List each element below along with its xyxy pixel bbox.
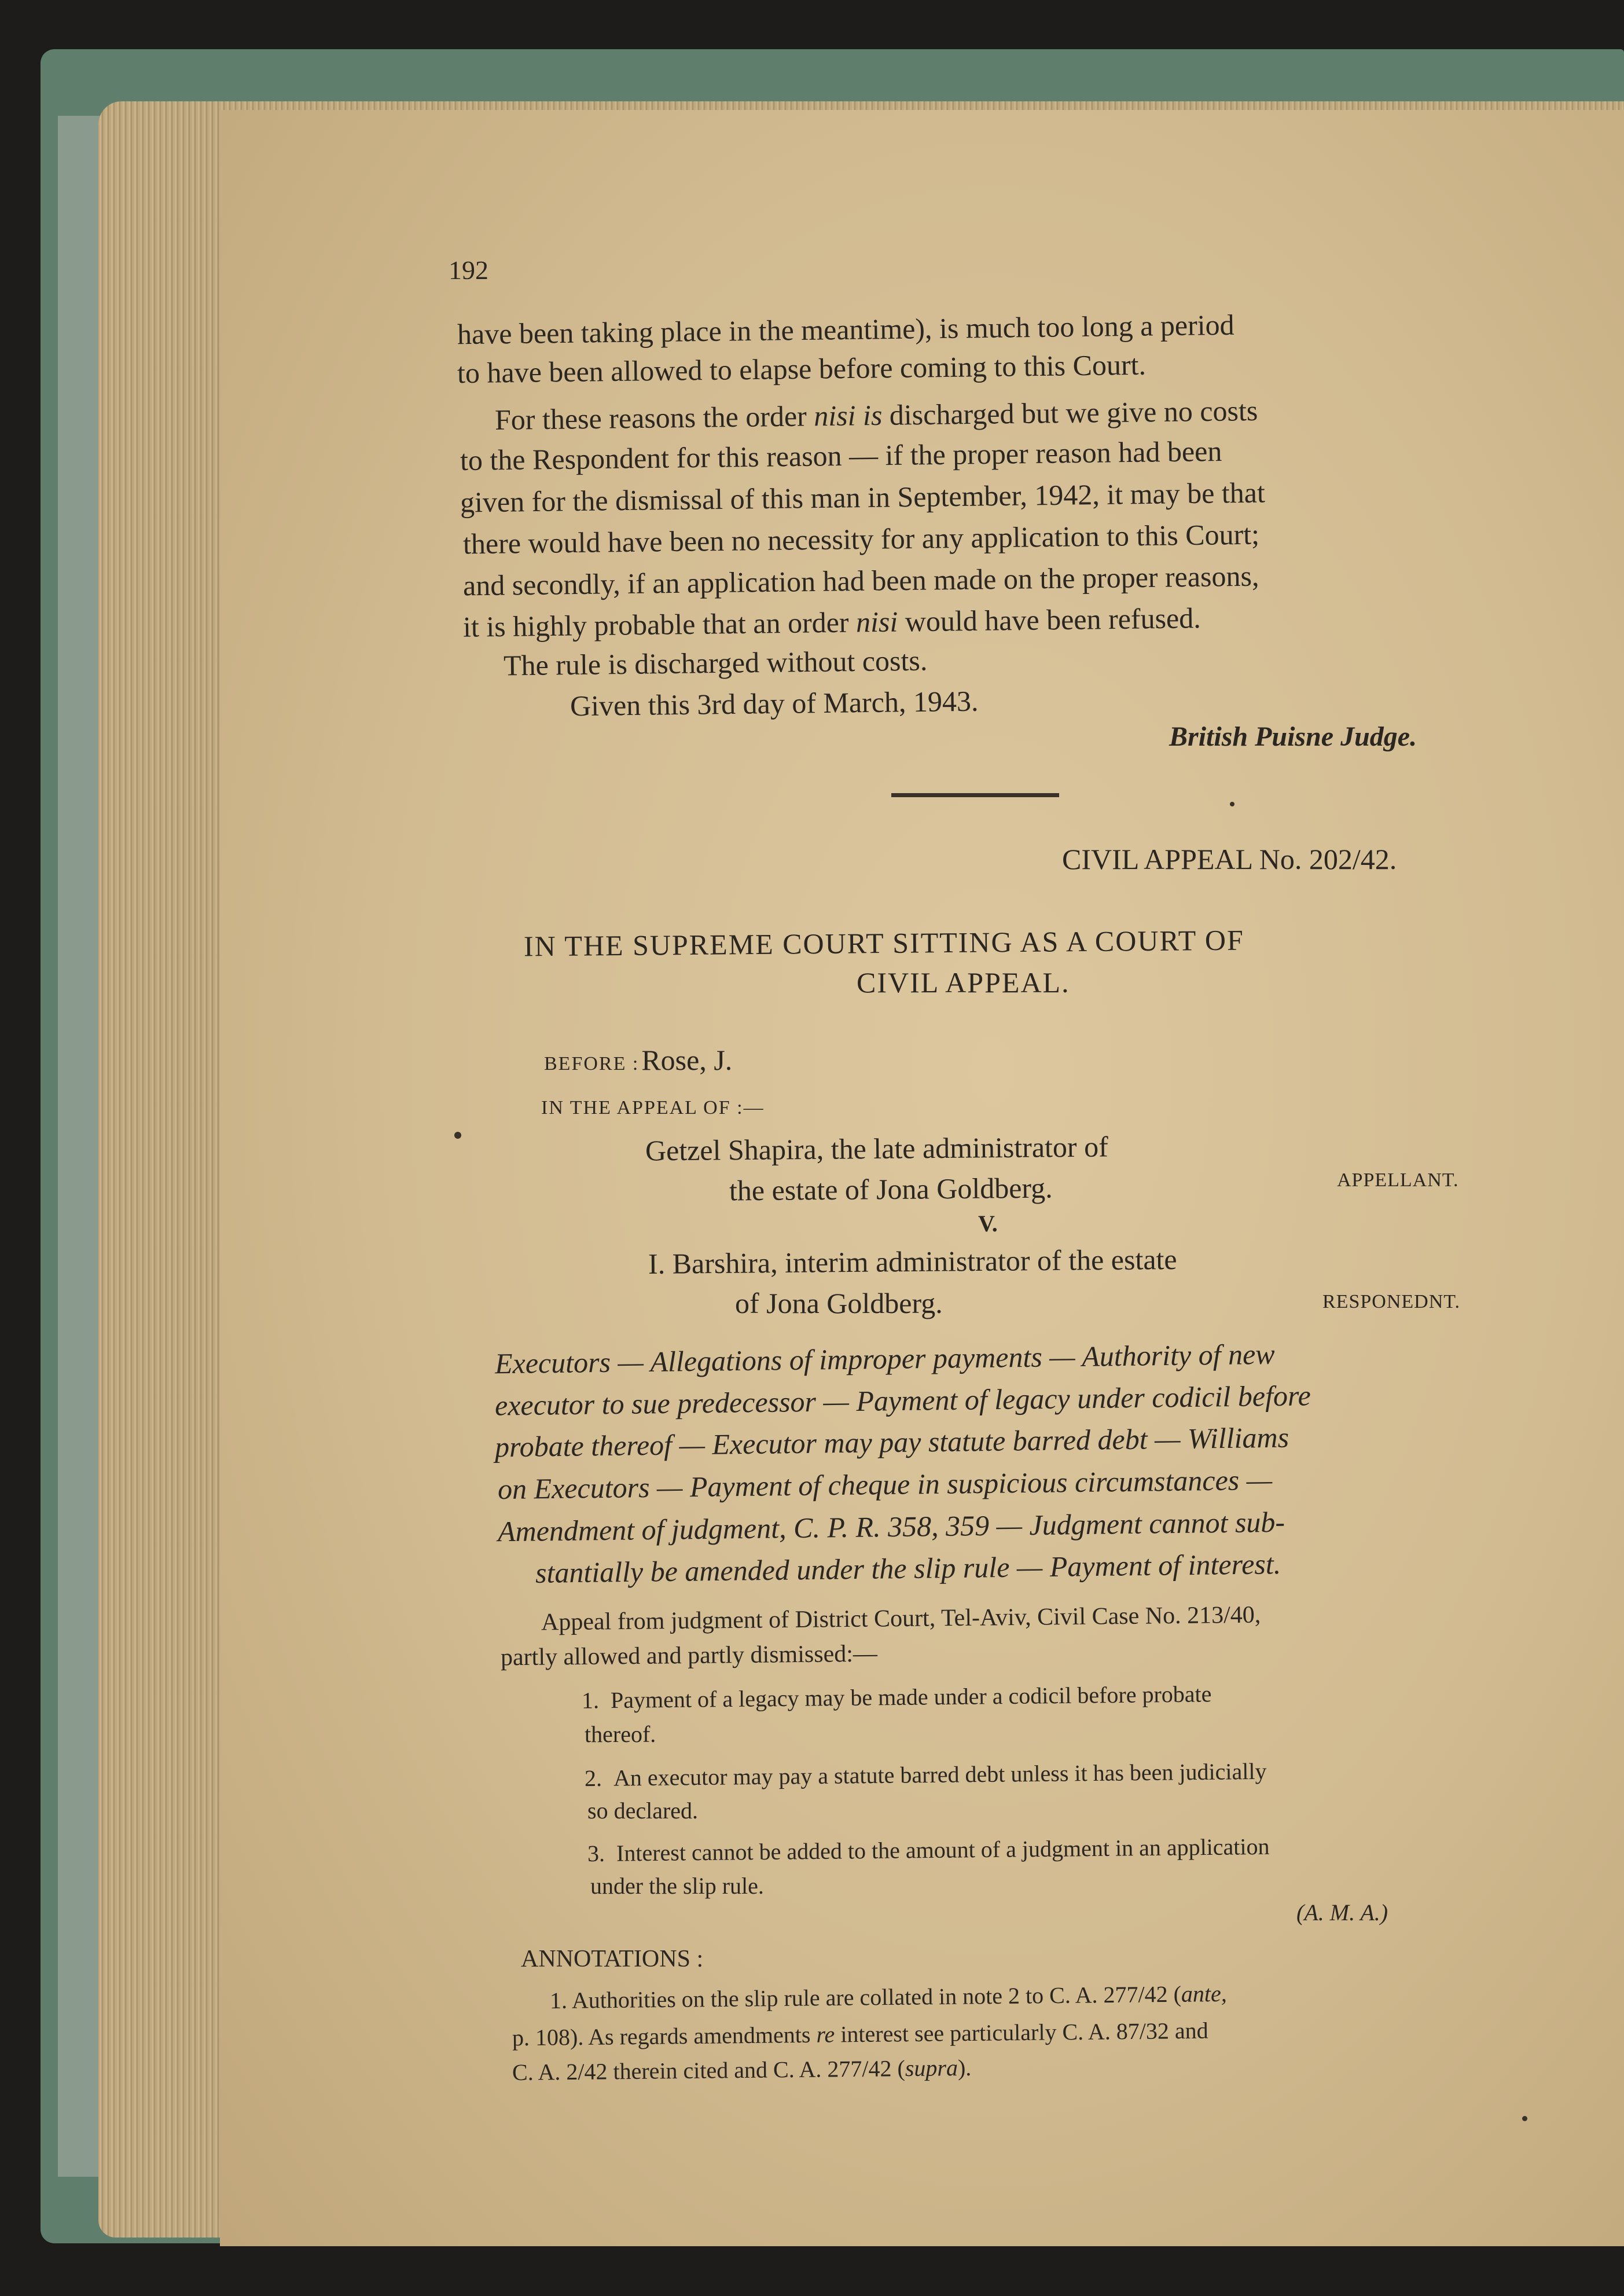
- headnote-line-5: Amendment of judgment, C. P. R. 358, 359 — Judgment cannot sub-: [497, 1505, 1285, 1548]
- holding-2-text: An executor may pay a statute barred debt unless it has been judicially: [613, 1758, 1267, 1791]
- reasons-line-2: to the Respondent for this reason — if the proper reason had been: [460, 434, 1222, 477]
- headnote-line-4: on Executors — Payment of cheque in suspicious circumstances —: [497, 1463, 1273, 1506]
- appellant-role: APPELLANT.: [1337, 1169, 1459, 1191]
- holding-2-line-2: so declared.: [587, 1798, 699, 1824]
- annotation-line-3-italic: supra: [905, 2055, 958, 2082]
- reasons-line-6-italic: nisi: [855, 605, 898, 639]
- headnote-line-2: executor to sue predecessor — Payment of legacy under codicil before: [494, 1379, 1311, 1422]
- annotation-line-3-end: ).: [957, 2054, 972, 2081]
- print-speck: [1522, 2116, 1527, 2121]
- court-heading-line-2: CIVIL APPEAL.: [857, 966, 1070, 999]
- annotation-line-3: [512, 2054, 972, 2086]
- reasons-line-3: given for the dismissal of this man in September, 1942, it may be that: [460, 476, 1266, 519]
- reasons-line-1-italic: nisi is: [813, 398, 883, 432]
- holding-2-line-1: [585, 1758, 1267, 1792]
- holding-2-number: 2.: [584, 1765, 602, 1792]
- reasons-line-6-end: would have been refused.: [897, 601, 1201, 638]
- given-date-line: Given this 3rd day of March, 1943.: [569, 684, 979, 722]
- annotation-line-2: [512, 2017, 1208, 2052]
- holding-3-text: Interest cannot be added to the amount of a judgment in an application: [616, 1833, 1270, 1866]
- rule-discharged-line: The rule is discharged without costs.: [503, 644, 928, 682]
- appellant-line-2: the estate of Jona Goldberg.: [729, 1171, 1053, 1207]
- annotations-heading: ANNOTATIONS :: [521, 1946, 704, 1972]
- annotation-line-1-italic: ante,: [1181, 1980, 1228, 2007]
- reasons-line-4: there would have been no necessity for any application to this Court;: [462, 518, 1260, 560]
- case-number: CIVIL APPEAL No. 202/42.: [1062, 843, 1397, 875]
- annotation-line-2-end: interest see particularly C. A. 87/32 and: [835, 2017, 1208, 2048]
- respondent-line-1: I. Barshira, interim administrator of the estate: [648, 1243, 1177, 1280]
- opening-line-1: have been taking place in the meantime), is much too long a period: [457, 308, 1234, 351]
- holding-3-number: 3.: [587, 1840, 605, 1867]
- before-judge: Rose, J.: [641, 1044, 733, 1076]
- holding-3-line-1: [587, 1833, 1270, 1867]
- annotation-line-1-start: 1. Authorities on the slip rule are collated in note 2 to C. A. 277/42 (: [549, 1980, 1182, 2014]
- reporter-initials: (A. M. A.): [1296, 1899, 1388, 1925]
- headnote-line-6: stantially be amended under the slip rule — Payment of interest.: [535, 1547, 1281, 1589]
- court-heading-line-1: IN THE SUPREME COURT SITTING AS A COURT OF: [523, 923, 1245, 963]
- headnote-line-1: Executors — Allegations of improper payments — Authority of new: [494, 1337, 1275, 1380]
- annotation-line-3-start: C. A. 2/42 therein cited and C. A. 277/42 (: [512, 2055, 906, 2086]
- respondent-role: RESPONEDNT.: [1322, 1291, 1460, 1312]
- appeal-summary-line-1: Appeal from judgment of District Court, Tel-Aviv, Civil Case No. 213/40,: [541, 1601, 1261, 1636]
- reasons-line-1: [495, 394, 1258, 437]
- annotation-line-1: [550, 1980, 1227, 2014]
- holding-1-line-2: thereof.: [585, 1721, 656, 1747]
- versus: V.: [978, 1211, 998, 1237]
- headnote-line-3: probate thereof — Executor may pay statute barred debt — Williams: [494, 1421, 1289, 1464]
- page-number: 192: [449, 255, 488, 285]
- holding-1-text: Payment of a legacy may be made under a codicil before probate: [610, 1681, 1212, 1714]
- print-speck: [454, 1132, 461, 1139]
- opening-line-2: to have been allowed to elapse before coming to this Court.: [457, 348, 1147, 390]
- before-line: [544, 1043, 732, 1077]
- before-label: BEFORE :: [544, 1053, 640, 1074]
- holding-3-line-2: under the slip rule.: [590, 1873, 764, 1899]
- holding-1-line-1: [582, 1680, 1212, 1714]
- annotation-line-2-start: p. 108). As regards amendments: [512, 2021, 817, 2051]
- holding-1-number: 1.: [581, 1687, 600, 1714]
- section-divider: [891, 793, 1059, 797]
- appellant-line-1: Getzel Shapira, the late administrator of: [645, 1130, 1108, 1167]
- respondent-line-2: of Jona Goldberg.: [735, 1287, 943, 1319]
- appeal-summary-line-2: partly allowed and partly dismissed:—: [500, 1640, 878, 1671]
- reasons-line-6-start: it is highly probable that an order: [462, 606, 857, 643]
- appeal-of-label: IN THE APPEAL OF :—: [541, 1097, 765, 1118]
- judge-signature: British Puisne Judge.: [1169, 721, 1417, 752]
- reasons-line-5: and secondly, if an application had been made on the proper reasons,: [462, 559, 1259, 602]
- annotation-line-2-italic: re: [816, 2021, 835, 2048]
- reasons-line-1-start: For these reasons the order: [494, 399, 814, 437]
- reasons-line-6: [463, 601, 1201, 644]
- print-speck: [1230, 802, 1234, 806]
- book-page: [220, 110, 1624, 2246]
- reasons-line-1-end: discharged but we give no costs: [881, 394, 1258, 431]
